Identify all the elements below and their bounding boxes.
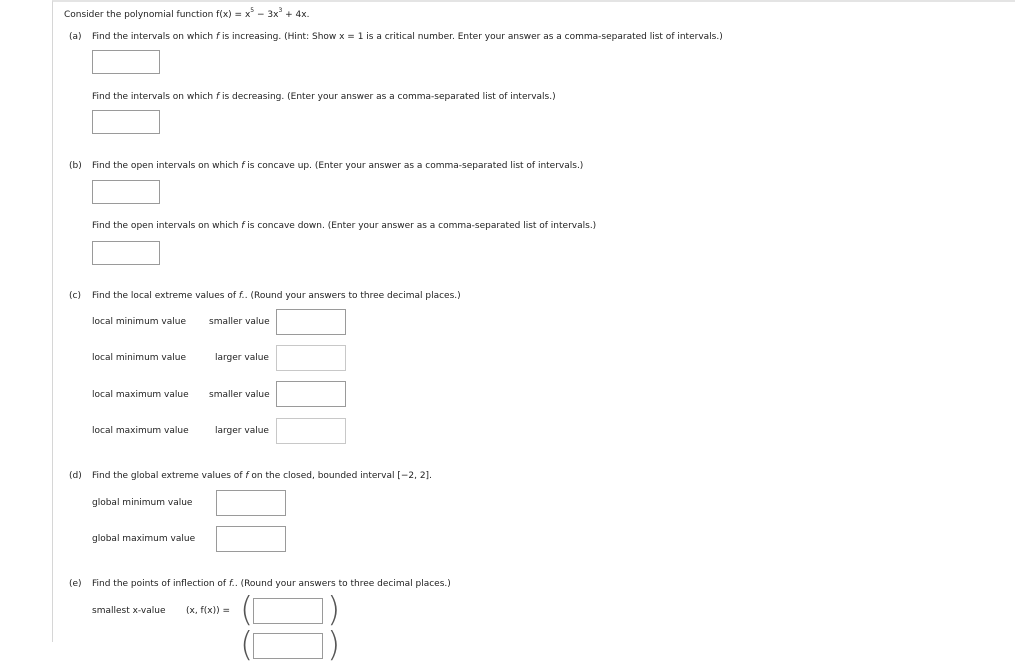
part-a-label: (a)	[69, 32, 82, 42]
part-e-label: (e)	[69, 579, 82, 589]
local-max-smaller-input[interactable]	[276, 381, 346, 407]
local-max-larger-input[interactable]	[276, 418, 346, 444]
local-min-label: local minimum value	[92, 317, 186, 327]
part-a-increasing-question: Find the intervals on which f is increasing. (Hint: Show x = 1 is a critical number. Enter your answer as a comma-separated list of intervals.)	[92, 32, 723, 42]
smaller-value-label: smaller value	[209, 317, 270, 327]
right-paren: )	[327, 625, 341, 665]
local-min-larger-input[interactable]	[276, 345, 346, 371]
global-min-label: global minimum value	[92, 498, 193, 508]
part-b-label: (b)	[69, 161, 82, 171]
global-max-input[interactable]	[216, 526, 286, 552]
point-expression: (x, f(x)) =	[186, 606, 230, 616]
local-max-label: local maximum value	[92, 390, 189, 400]
smallest-x-label: smallest x-value	[92, 606, 166, 616]
larger-value-label: larger value	[215, 353, 269, 363]
decreasing-intervals-input[interactable]	[92, 110, 160, 134]
local-min-smaller-input[interactable]	[276, 309, 346, 335]
part-c-label: (c)	[69, 291, 81, 301]
part-c-question: Find the local extreme values of f.. (Round your answers to three decimal places.)	[92, 291, 461, 301]
local-max-label: local maximum value	[92, 426, 189, 436]
part-b-concave-up-question: Find the open intervals on which f is concave up. (Enter your answer as a comma-separated list of intervals.)	[92, 161, 584, 171]
part-e-question: Find the points of inflection of f.. (Round your answers to three decimal places.)	[92, 579, 451, 589]
left-paren: (	[240, 590, 254, 630]
inflection-point-input[interactable]	[253, 598, 323, 624]
inflection-point-input-2[interactable]	[253, 633, 323, 659]
local-min-label: local minimum value	[92, 353, 186, 363]
global-max-label: global maximum value	[92, 534, 196, 544]
part-b-concave-down-question: Find the open intervals on which f is concave down. (Enter your answer as a comma-separated list of intervals.)	[92, 221, 597, 231]
smaller-value-label: smaller value	[209, 390, 270, 400]
concave-up-input[interactable]	[92, 180, 160, 204]
larger-value-label: larger value	[215, 426, 269, 436]
part-a-decreasing-question: Find the intervals on which f is decreasing. (Enter your answer as a comma-separated list of intervals.)	[92, 92, 556, 102]
left-paren: (	[240, 625, 254, 665]
problem-statement: Consider the polynomial function $f(x) = x^5 - 3x^3 + 4x$.	[64, 7, 310, 20]
part-d-question: Find the global extreme values of f on the closed, bounded interval [−2, 2].	[92, 471, 432, 481]
right-paren: )	[327, 590, 341, 630]
global-min-input[interactable]	[216, 490, 286, 516]
concave-down-input[interactable]	[92, 241, 160, 265]
part-d-label: (d)	[69, 471, 82, 481]
increasing-intervals-input[interactable]	[92, 50, 160, 74]
